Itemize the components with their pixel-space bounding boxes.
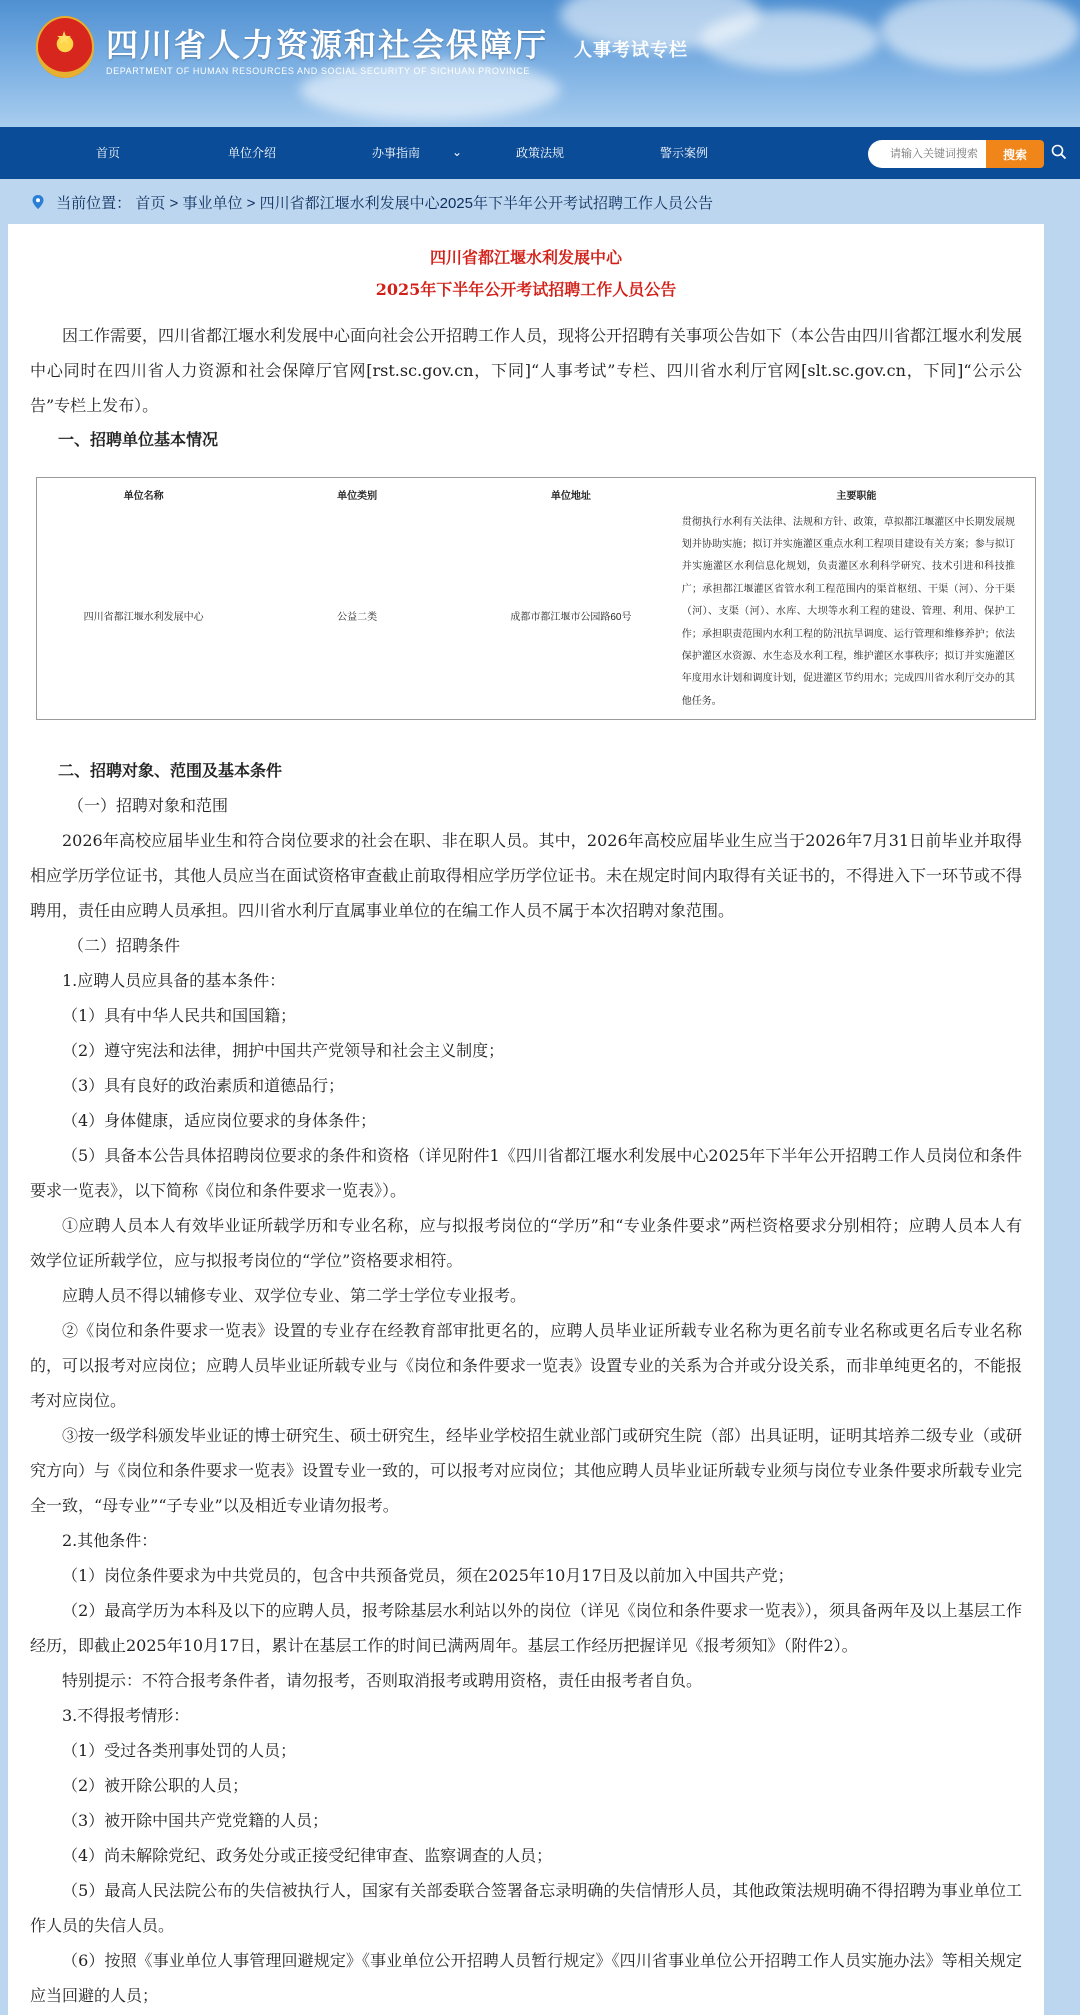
- unit-address-cell: 成都市都江堰市公园路60号: [510, 611, 632, 623]
- search-button[interactable]: 搜索: [986, 140, 1044, 168]
- breadcrumb-section-link[interactable]: 事业单位: [182, 195, 243, 212]
- table-header-row: [37, 478, 1036, 512]
- basic-condition-item: （3）具有良好的政治素质和道德品行；: [62, 1076, 345, 1096]
- basic-condition-item: （1）具有中华人民共和国国籍；: [62, 1006, 297, 1026]
- unit-category-cell: 公益二类: [337, 611, 378, 623]
- breadcrumb-label: 当前位置：: [56, 195, 132, 212]
- breadcrumb-separator: >: [169, 195, 179, 212]
- other-condition-item: （2）最高学历为本科及以下的应聘人员，报考除基层水利站以外的岗位（详见《岗位和条件要求一览表》），须具备两年及以上基层工作经历，即截止2025年10月17日，累计在基层工作的时间已满两周年。基层工作经历把握详见《报考须知》（附件2）。: [30, 1601, 1022, 1656]
- table-header-cell: 单位地址: [550, 491, 591, 503]
- breadcrumb-separator: >: [246, 195, 256, 212]
- forbid-item: （3）被开除中国共产党党籍的人员；: [62, 1811, 329, 1831]
- forbid-item: （1）受过各类刑事处罚的人员；: [62, 1741, 297, 1761]
- article-title-line1: 四川省都江堰水利发展中心: [429, 248, 622, 267]
- forbid-item: （6）按照《事业单位人事管理回避规定》《事业单位公开招聘人员暂行规定》《四川省事业单位公开招聘工作人员实施办法》等相关规定应当回避的人员；: [30, 1951, 1022, 2006]
- forbid-heading: 3.不得报考情形：: [62, 1706, 190, 1726]
- requirement-circle1: ①应聘人员本人有效毕业证所载学历和专业名称，应与拟报考岗位的“学历”和“专业条件要求”两栏资格要求分别相符；应聘人员本人有效学位证所载学位，应与拟报考岗位的“学位”资格要求相符。: [30, 1216, 1022, 1271]
- requirement-circle2: ②《岗位和条件要求一览表》设置的专业存在经教育部审批更名的，应聘人员毕业证所载专业名称为更名前专业名称或更名后专业名称的，可以报考对应岗位；应聘人员毕业证所载专业与《岗位和条件要求一览表》设置专业的关系为合并或分设关系，而非单纯更名的，不能报考对应岗位。: [30, 1321, 1023, 1411]
- breadcrumb-current: 四川省都江堰水利发展中心2025年下半年公开考试招聘工作人员公告: [259, 195, 713, 212]
- unit-name-cell: 四川省都江堰水利发展中心: [83, 611, 204, 623]
- basic-condition-item: （5）具备本公告具体招聘岗位要求的条件和资格（详见附件1《四川省都江堰水利发展中心2025年下半年公开招聘工作人员岗位和条件要求一览表》，以下简称《岗位和条件要求一览表》）。: [30, 1146, 1022, 1201]
- requirement-circle3: ③按一级学科颁发毕业证的博士研究生、硕士研究生，经毕业学校招生就业部门或研究生院（部）出具证明，证明其培养二级专业（或研究方向）与《岗位和条件要求一览表》设置专业一致的，可以报考对应岗位；其他应聘人员毕业证所载专业须与岗位专业条件要求所载专业完全一致，“母专业”“子专业”以及相近专业请勿报考。: [30, 1426, 1023, 1516]
- site-title[interactable]: 四川省人力资源和社会保障厅: [106, 26, 549, 64]
- site-subtitle: DEPARTMENT OF HUMAN RESOURCES AND SOCIAL SECURITY OF SICHUAN PROVINCE: [106, 66, 530, 76]
- sub2-heading: （二）招聘条件: [68, 936, 181, 956]
- location-pin-icon: [32, 195, 44, 209]
- national-emblem-logo[interactable]: [36, 16, 94, 78]
- nav-item-policy[interactable]: 政策法规: [516, 146, 565, 160]
- column-name[interactable]: 人事考试专栏: [574, 40, 688, 60]
- unit-duties-cell: 贯彻执行水利有关法律、法规和方针、政策，草拟都江堰灌区中长期发展规划并协助实施；拟订并实施灌区重点水利工程项目建设有关方案；参与拟订并实施灌区水利信息化规划，负责灌区水利科学研究、技术引进和科技推广；承担都江堰灌区省管水利工程范围内的渠首枢纽、干渠（河）、分干渠（河）、支渠（河）、水库、大坝等水利工程的建设、管理、利用、保护工作；承担职责范围内水利工程的防汛抗旱调度、运行管理和维修养护；依法保护灌区水资源、水生态及水利工程，维护灌区水事秩序；拟订并实施灌区年度用水计划和调度计划，促进灌区节约用水；完成四川省水利厅交办的其他任务。: [681, 516, 1015, 707]
- article-title-line2: 2025年下半年公开考试招聘工作人员公告: [375, 280, 677, 299]
- nav-item-guide[interactable]: 办事指南: [372, 146, 421, 160]
- header-cloud-decoration: [880, 0, 1080, 70]
- table-header-cell: 单位类别: [337, 491, 378, 503]
- section2-heading: 二、招聘对象、范围及基本条件: [58, 761, 283, 781]
- article-panel: [8, 224, 1044, 2015]
- nav-item-unit-intro[interactable]: 单位介绍: [228, 146, 277, 160]
- other-condition-item: （1）岗位条件要求为中共党员的，包含中共预备党员，须在2025年10月17日及以前加入中国共产党；: [62, 1566, 794, 1586]
- table-row: [37, 512, 1036, 720]
- sub1-heading: （一）招聘对象和范围: [68, 796, 229, 816]
- site-header: [0, 0, 1080, 127]
- requirement-no-aux: 应聘人员不得以辅修专业、双学位专业、第二学士学位专业报考。: [62, 1286, 527, 1306]
- forbid-item: （2）被开除公职的人员；: [62, 1776, 249, 1796]
- forbid-item: （5）最高人民法院公布的失信被执行人，国家有关部委联合签署备忘录明确的失信情形人员，其他政策法规明确不得招聘为事业单位工作人员的失信人员。: [30, 1881, 1022, 1936]
- table-header-cell: 主要职能: [836, 491, 877, 503]
- nav-item-home[interactable]: 首页: [96, 146, 121, 160]
- breadcrumb-home-link[interactable]: 首页: [135, 195, 166, 212]
- breadcrumb: [32, 190, 713, 218]
- table-header-cell: 单位名称: [123, 491, 164, 503]
- other-conditions-heading: 2.其他条件：: [62, 1531, 158, 1551]
- search-icon[interactable]: [1050, 143, 1068, 161]
- unit-info-table: [36, 477, 1036, 720]
- sub1-paragraph: 2026年高校应届毕业生和符合岗位要求的社会在职、非在职人员。其中，2026年高校应届毕业生应当于2026年7月31日前毕业并取得相应学历学位证书，其他人员应当在面试资格审查截止前取得相应学历学位证书。未在规定时间内取得有关证书的，不得进入下一环节或不得聘用，责任由应聘人员承担。四川省水利厅直属事业单位的在编工作人员不属于本次招聘对象范围。: [30, 831, 1023, 921]
- star-icon: ★: [56, 28, 73, 49]
- basic-condition-item: （4）身体健康，适应岗位要求的身体条件；: [62, 1111, 377, 1131]
- chevron-down-icon[interactable]: ⌄: [452, 145, 463, 159]
- forbid-item: （4）尚未解除党纪、政务处分或正接受纪律审查、监察调查的人员；: [62, 1846, 553, 1866]
- special-note: 特别提示：不符合报考条件者，请勿报考，否则取消报考或聘用资格，责任由报考者自负。: [62, 1671, 703, 1691]
- nav-item-warning-cases[interactable]: 警示案例: [660, 146, 709, 160]
- section1-heading: 一、招聘单位基本情况: [58, 430, 219, 449]
- basic-conditions-heading: 1.应聘人员应具备的基本条件：: [62, 971, 286, 991]
- header-cloud-decoration: [700, 10, 880, 70]
- basic-condition-item: （2）遵守宪法和法律，拥护中国共产党领导和社会主义制度；: [62, 1041, 505, 1061]
- search-input[interactable]: [868, 140, 986, 168]
- intro-paragraph: 因工作需要，四川省都江堰水利发展中心面向社会公开招聘工作人员，现将公开招聘有关事项公告如下（本公告由四川省都江堰水利发展中心同时在四川省人力资源和社会保障厅官网[rst.sc.gov.cn，下同]“人事考试”专栏、四川省水利厅官网[slt.sc.gov.cn，下同]“公示公告”专栏上发布）。: [30, 326, 1023, 415]
